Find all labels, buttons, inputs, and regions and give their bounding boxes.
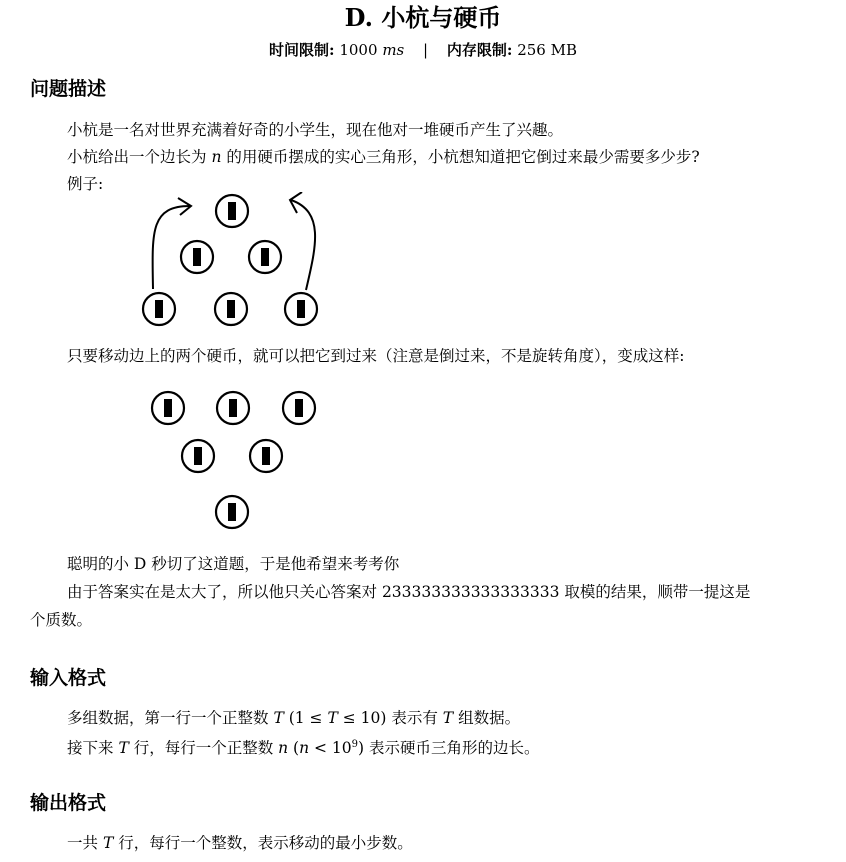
coin-triangle-after-figure [140,385,330,535]
input-line-2: 接下来 T 行，每行一个正整数 n $(n < 10^9)$ 表示硬币三角形的边长。 [67,739,540,758]
description-line-5: 由于答案实在是太大了，所以他只关心答案对 233333333333333333 取模的结果，顺带一提这是 [67,583,751,601]
coin-icon [143,293,175,325]
description-line-1: 小杭是一名对世界充满着好奇的小学生，现在他对一堆硬币产生了兴趣。 [67,121,564,139]
memory-limit-value: 256 MB [517,41,577,59]
memory-limit-label: 内存限制: [446,41,513,59]
coin-icon [215,293,247,325]
description-line-6: 个质数。 [30,611,93,629]
description-heading: 问题描述 [30,78,107,100]
time-limit-label: 时间限制: [269,41,335,59]
output-format-heading: 输出格式 [30,792,107,814]
output-line-1: 一共 T 行，每行一个整数，表示移动的最小步数。 [67,834,413,852]
example-label: 例子: [67,175,104,193]
coin-icon [217,392,249,424]
modulus-value: 233333333333333333 [381,583,560,601]
coin-icon [285,293,317,325]
coin-icon [152,392,184,424]
input-line-1: 多组数据，第一行一个正整数 T (1 ≤ T ≤ 10) 表示有 T 组数据。 [67,709,521,727]
coin-icon [182,440,214,472]
description-line-2: 小杭给出一个边长为 n 的用硬币摆成的实心三角形，小杭想知道把它倒过来最少需要多少步? [67,148,700,166]
problem-title: D. 小杭与硬币 [344,3,502,32]
coin-icon [283,392,315,424]
description-line-4: 聪明的小 D 秒切了这道题，于是他希望来考考你 [67,555,400,573]
time-limit-value: 1000 [339,41,378,59]
coin-icon [216,496,248,528]
coin-icon [181,241,213,273]
var-n: n [211,148,222,166]
coin-triangle-before-figure [120,192,330,337]
time-limit-unit: ms [382,41,405,59]
description-line-3: 只要移动边上的两个硬币，就可以把它到过来（注意是倒过来，不是旋转角度），变成这样: [67,347,685,365]
coin-icon [249,241,281,273]
limits-bar [0,38,846,62]
limits-separator: | [423,41,429,59]
coin-icon [216,195,248,227]
input-format-heading: 输入格式 [30,667,107,689]
right-arrow-icon [291,200,315,290]
coin-icon [250,440,282,472]
